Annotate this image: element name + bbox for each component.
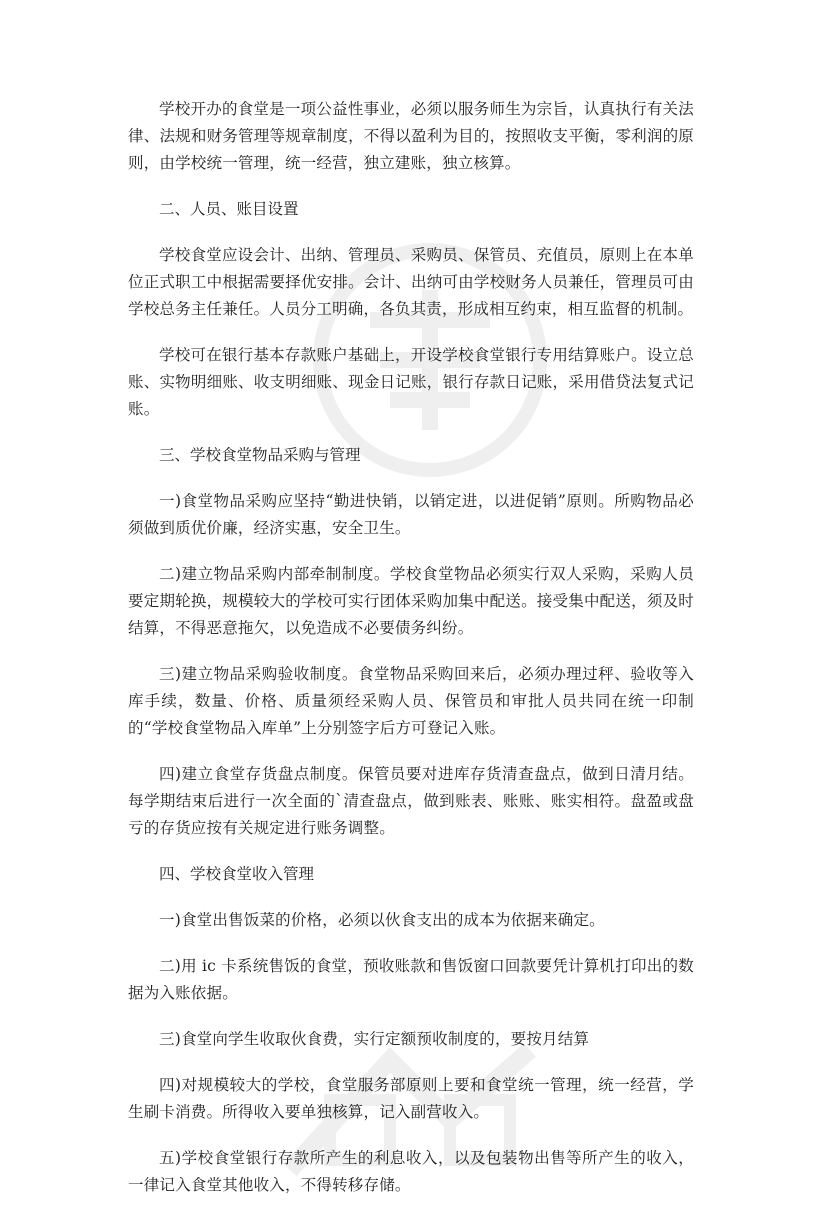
- paragraph-income-2: 二)用 ic 卡系统售饭的食堂，预收账款和售饭窗口回款要凭计算机打印出的数据为入账依据。: [128, 957, 694, 1002]
- section-heading-procurement: 三、学校食堂物品采购与管理: [159, 446, 361, 464]
- paragraph-income-5: 五)学校食堂银行存款所产生的利息收入，以及包装物出售等所产生的收入，一律记入食堂其他收入，不得转移存储。: [128, 1149, 694, 1194]
- paragraph-procurement-4: 四)建立食堂存货盘点制度。保管员要对进库存货清查盘点，做到日清月结。每学期结束后进行一次全面的`清查盘点，做到账表、账账、账实相符。盘盈或盘亏的存货应按有关规定进行账务调整。: [128, 765, 694, 837]
- section-heading-income: 四、学校食堂收入管理: [159, 865, 315, 883]
- paragraph-procurement-3: 三)建立物品采购验收制度。食堂物品采购回来后，必须办理过秤、验收等入库手续，数量、价格、质量须经采购人员、保管员和审批人员共同在统一印制的“学校食堂物品入库单”上分别签字后方可登记入账。: [128, 665, 694, 737]
- paragraph-intro: 学校开办的食堂是一项公益性事业，必须以服务师生为宗旨，认真执行有关法律、法规和财务管理等规章制度，不得以盈利为目的，按照收支平衡，零利润的原则，由学校统一管理，统一经营，独立建账，独立核算。: [128, 100, 694, 172]
- document-body: [128, 96, 694, 1218]
- section-heading-personnel: 二、人员、账目设置: [159, 200, 299, 218]
- paragraph-procurement-1: 一)食堂物品采购应坚持“勤进快销，以销定进，以进促销”原则。所购物品必须做到质优价廉，经济实惠，安全卫生。: [128, 492, 694, 537]
- paragraph-income-1: 一)食堂出售饭菜的价格，必须以伙食支出的成本为依据来确定。: [159, 911, 605, 929]
- paragraph-staffing: 学校食堂应设会计、出纳、管理员、采购员、保管员、充值员，原则上在本单位正式职工中根据需要择优安排。会计、出纳可由学校财务人员兼任，管理员可由学校总务主任兼任。人员分工明确，各负其责，形成相互约束，相互监督的机制。: [128, 246, 694, 318]
- paragraph-income-4: 四)对规模较大的学校，食堂服务部原则上要和食堂统一管理，统一经营，学生刷卡消费。所得收入要单独核算，记入副营收入。: [128, 1076, 694, 1121]
- paragraph-accounts: 学校可在银行基本存款账户基础上，开设学校食堂银行专用结算账户。设立总账、实物明细账、收支明细账、现金日记账，银行存款日记账，采用借贷法复式记账。: [128, 346, 694, 418]
- paragraph-income-3: 三)食堂向学生收取伙食费，实行定额预收制度的，要按月结算: [159, 1030, 590, 1048]
- paragraph-procurement-2: 二)建立物品采购内部牵制制度。学校食堂物品必须实行双人采购，采购人员要定期轮换，规模较大的学校可实行团体采购加集中配送。接受集中配送，须及时结算，不得恶意拖欠，以免造成不必要债务纠纷。: [128, 565, 694, 637]
